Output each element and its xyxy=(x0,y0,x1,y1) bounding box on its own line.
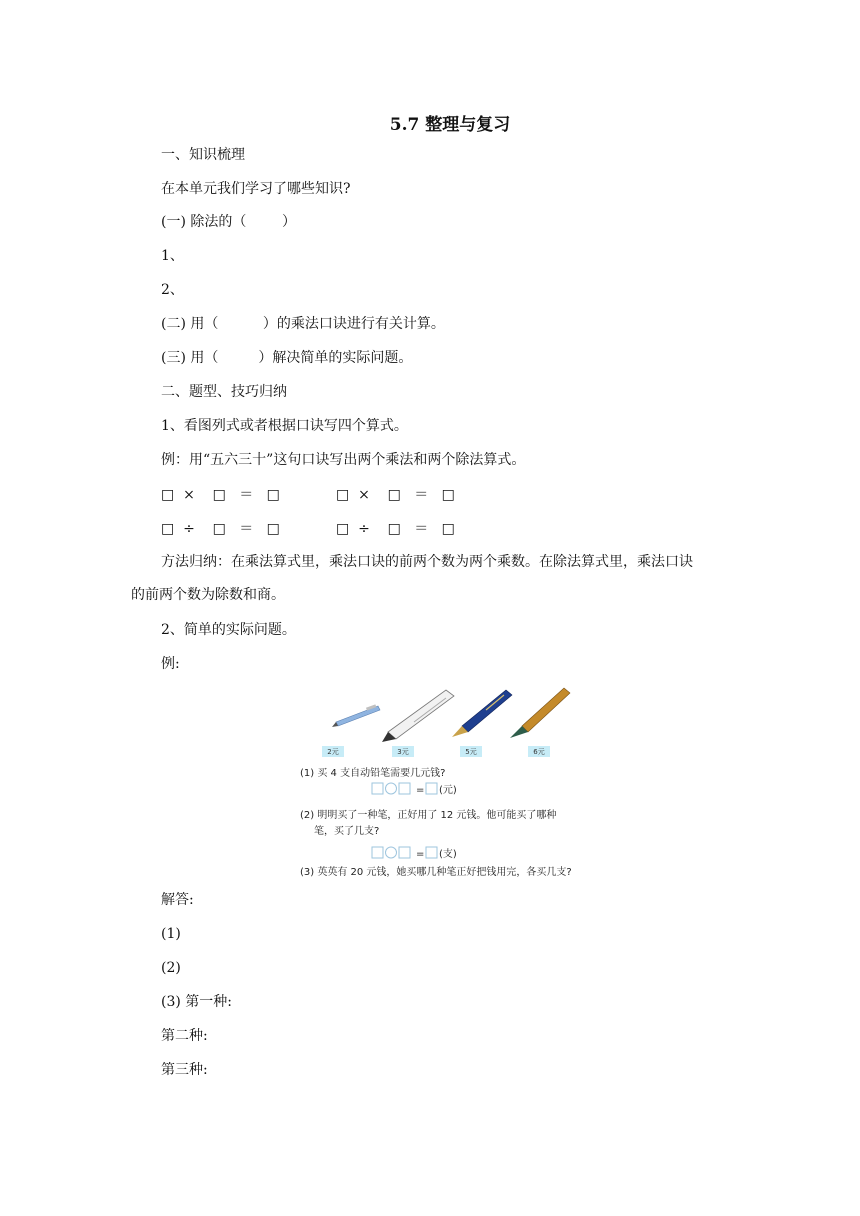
question-2-text-line1: (2) 明明买了一种笔，正好用了 12 元钱。他可能买了哪种 xyxy=(300,810,557,821)
method-summary-line2: 的前两个数为除数和商。 xyxy=(131,587,285,603)
svg-text:3元: 3元 xyxy=(397,748,409,756)
svg-text:(元): (元) xyxy=(439,785,457,796)
answer-2: (2) xyxy=(161,960,181,976)
section2-heading: 二、题型、技巧归纳 xyxy=(161,384,287,400)
blue-pen-icon xyxy=(452,690,512,737)
equation-divide-2: □ ÷ □ ＝ □ xyxy=(336,521,455,537)
answer-label: 解答: xyxy=(161,892,194,908)
mechanical-pencil-icon xyxy=(332,704,380,727)
question-3-text: (3) 英英有 20 元钱，她买哪几种笔正好把钱用完，各买几支? xyxy=(300,867,572,878)
svg-text:=: = xyxy=(416,849,425,860)
equation-multiply-1: □ × □ ＝ □ xyxy=(161,487,280,503)
answer-boxes-2 xyxy=(372,847,457,860)
equation-multiply-2: □ × □ ＝ □ xyxy=(336,487,455,503)
gold-pen-icon xyxy=(510,688,570,738)
price-tag-2 xyxy=(392,746,414,757)
question-1-text: (1) 买 4 支自动铅笔需要几元钱? xyxy=(300,768,446,779)
example-1: 例：用“五六三十”这句口诀写出两个乘法和两个除法算式。 xyxy=(161,452,526,468)
svg-text:(支): (支) xyxy=(439,849,457,860)
example-2: 例: xyxy=(161,656,180,672)
answer-1: (1) xyxy=(161,926,181,942)
price-tag-4 xyxy=(528,746,550,757)
answer-3-third: 第三种: xyxy=(161,1062,208,1078)
price-tag-3 xyxy=(460,746,482,757)
point-1: 1、看图列式或者根据口诀写四个算式。 xyxy=(161,418,408,434)
item-division-meaning: (一) 除法的（ ） xyxy=(161,214,296,230)
pens-problem-figure xyxy=(296,682,601,882)
question-2-text-line2: 笔，买了几支? xyxy=(314,826,380,837)
svg-text:2元: 2元 xyxy=(327,748,339,756)
item-multiplication-table: (二) 用（ ）的乘法口诀进行有关计算。 xyxy=(161,316,445,332)
white-pen-icon xyxy=(382,690,454,742)
point-2: 2、简单的实际问题。 xyxy=(161,622,296,638)
equation-divide-1: □ ÷ □ ＝ □ xyxy=(161,521,280,537)
section1-heading: 一、知识梳理 xyxy=(161,147,245,163)
answer-boxes-1 xyxy=(372,783,457,796)
answer-3-first: (3) 第一种: xyxy=(161,994,232,1010)
svg-text:=: = xyxy=(416,785,425,796)
answer-3-second: 第二种: xyxy=(161,1028,208,1044)
item-practical-problems: (三) 用（ ）解决简单的实际问题。 xyxy=(161,350,413,366)
svg-text:5元: 5元 xyxy=(465,748,477,756)
price-tag-1 xyxy=(322,746,344,757)
sub-item-2: 2、 xyxy=(161,282,184,298)
svg-text:6元: 6元 xyxy=(533,748,545,756)
section1-question: 在本单元我们学习了哪些知识? xyxy=(161,181,351,197)
page-title: 5.7 整理与复习 xyxy=(389,115,511,135)
sub-item-1: 1、 xyxy=(161,248,184,264)
method-summary-line1: 方法归纳：在乘法算式里，乘法口诀的前两个数为两个乘数。在除法算式里，乘法口诀 xyxy=(161,554,693,570)
